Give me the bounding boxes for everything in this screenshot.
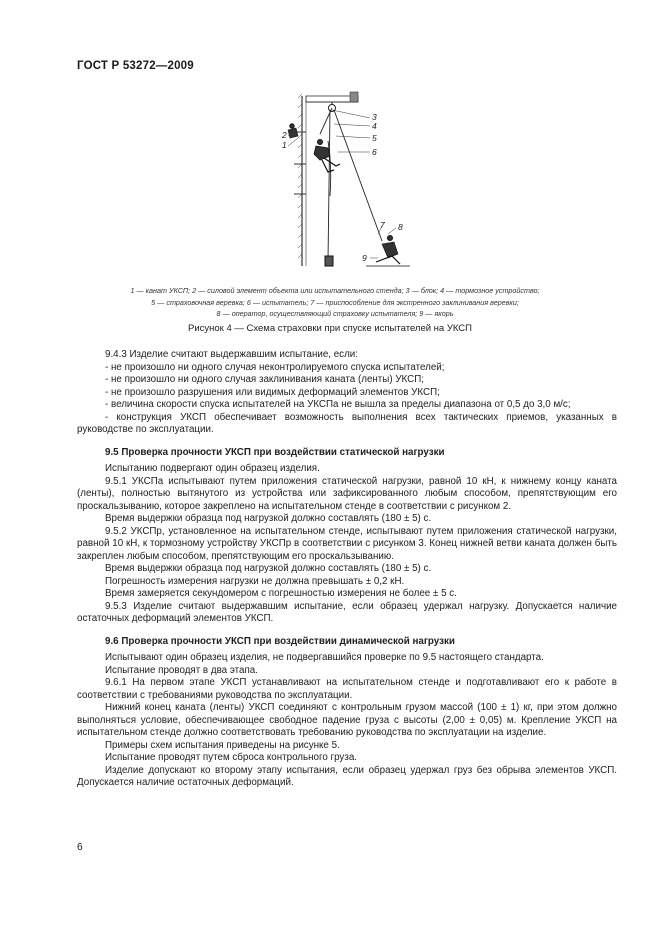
list-item: - конструкция УКСП обеспечивает возможность выполнения всех тактических приемов, указанных в руководстве по эксплуатации. (77, 411, 617, 435)
paragraph: Погрешность измерения нагрузки не должна превышать ± 0,2 кН. (105, 575, 405, 587)
paragraph: Время выдержки образца под нагрузкой должно составлять (180 ± 5) с. (105, 563, 432, 574)
paragraph: Примеры схем испытания приведены на рисунке 5. (105, 739, 340, 751)
figure-label: 3 (372, 112, 377, 122)
legend-line: 5 — страховочная веревка; 6 — испытатель; 7 — приспособление для экстренного заклинивания веревки; (151, 297, 519, 307)
upper-figure (288, 124, 298, 138)
figure-label: 8 (398, 222, 403, 232)
figure-label: 5 (372, 133, 377, 143)
document-body (77, 349, 617, 790)
figure-legend (90, 285, 580, 320)
paragraph: Нижний конец каната (ленты) УКСП соединяют с контрольным грузом массой (100 ± 1) кг, при этом должно выполняться условие, обеспечивающее свободное падение груза с высоты (2,00 ± 0,05) м. Крепление УКСП на испытательном стенде должно соответствовать требованию руководства по эксплуатации на изделие. (77, 702, 617, 738)
figure-label: 2 (282, 130, 287, 140)
list-item: - не произошло разрушения или видимых деформаций элементов УКСП; (105, 386, 440, 398)
legend-line: 8 — оператор, осуществляющий страховку испытателя; 9 — якорь (216, 309, 454, 318)
paragraph: 9.5.2 УКСПр, установленное на испытательном стенде, испытывают путем приложения статической нагрузки, равной 10 кН, к тормозному устройству УКСПр в соответствии с рисунком 3. Конец нижней ветви каната должен быть закреплен любым способом, препятствующим его проскальзыванию. (77, 525, 617, 562)
figure-caption: Рисунок 4 — Схема страховки при спуске испытателей на УКСП (187, 323, 473, 334)
operator-figure (366, 236, 410, 267)
standard-header: ГОСТ Р 53272—2009 (77, 60, 194, 72)
tester-figure (314, 140, 340, 173)
figure-label: 4 (372, 121, 377, 131)
page-number: 6 (77, 842, 83, 853)
list-item: - величина скорости спуска испытателей на УКСПа не вышла за пределы диапазона от 0,5 до 3,0 м/с; (105, 399, 571, 410)
section-heading: 9.5 Проверка прочности УКСП при воздействии статической нагрузки (105, 446, 445, 458)
figure-label: 7 (380, 220, 385, 230)
top-beam (306, 92, 358, 102)
wall (294, 94, 306, 266)
anchor-weight (325, 256, 333, 266)
legend-line: 1 — канат УКСП; 2 — силовой элемент объекта или испытательного стенда; 3 — блок; 4 — тормозное устройство; (130, 286, 540, 295)
figure-label: 6 (372, 147, 377, 157)
figure-4-diagram (270, 86, 420, 276)
paragraph: Изделие допускают ко второму этапу испытания, если образец удержал груз без обрыва элементов УКСП. Допускается наличие остаточных деформаций. (77, 764, 617, 788)
figure-label: 9 (362, 253, 367, 263)
paragraph: 9.4.3 Изделие считают выдержавшим испытание, если: (105, 349, 358, 360)
paragraph: 9.6.1 На первом этапе УКСП устанавливают на испытательном стенде и подготавливают его к работе в соответствии с требованиями руководства по эксплуатации. (77, 677, 617, 701)
paragraph: Время замеряется секундомером с погрешностью измерения не более ± 5 с. (105, 588, 457, 599)
figure-label: 1 (282, 140, 287, 150)
paragraph: Время выдержки образца под нагрузкой должно составлять (180 ± 5) с. (105, 513, 432, 524)
list-item: - не произошло ни одного случая неконтролируемого спуска испытателей; (105, 361, 445, 373)
paragraph: Испытание проводят в два этапа. (105, 664, 258, 676)
paragraph: 9.5.3 Изделие считают выдержавшим испытание, если образец удержал нагрузку. Допускается наличие остаточных деформаций элементов УКСП. (77, 600, 617, 624)
paragraph: Испытывают один образец изделия, не подвергавшийся проверке по 9.5 настоящего стандарта. (105, 652, 544, 663)
section-heading: 9.6 Проверка прочности УКСП при воздействии динамической нагрузки (105, 635, 455, 647)
paragraph: Испытание проводят путем сброса контрольного груза. (105, 752, 357, 763)
paragraph: 9.5.1 УКСПа испытывают путем приложения статической нагрузки, равной 10 кН, к нижнему концу каната (ленты), полностью вытянутого из устройства или зафиксированного любым способом, препятствующим его проскальзыванию, которое закреплено на испытательном стенде в соответствии с рисунком 2. (77, 475, 617, 512)
paragraph: Испытанию подвергают один образец изделия. (105, 463, 320, 474)
list-item: - не произошло ни одного случая заклинивания каната (ленты) УКСП; (105, 374, 424, 385)
